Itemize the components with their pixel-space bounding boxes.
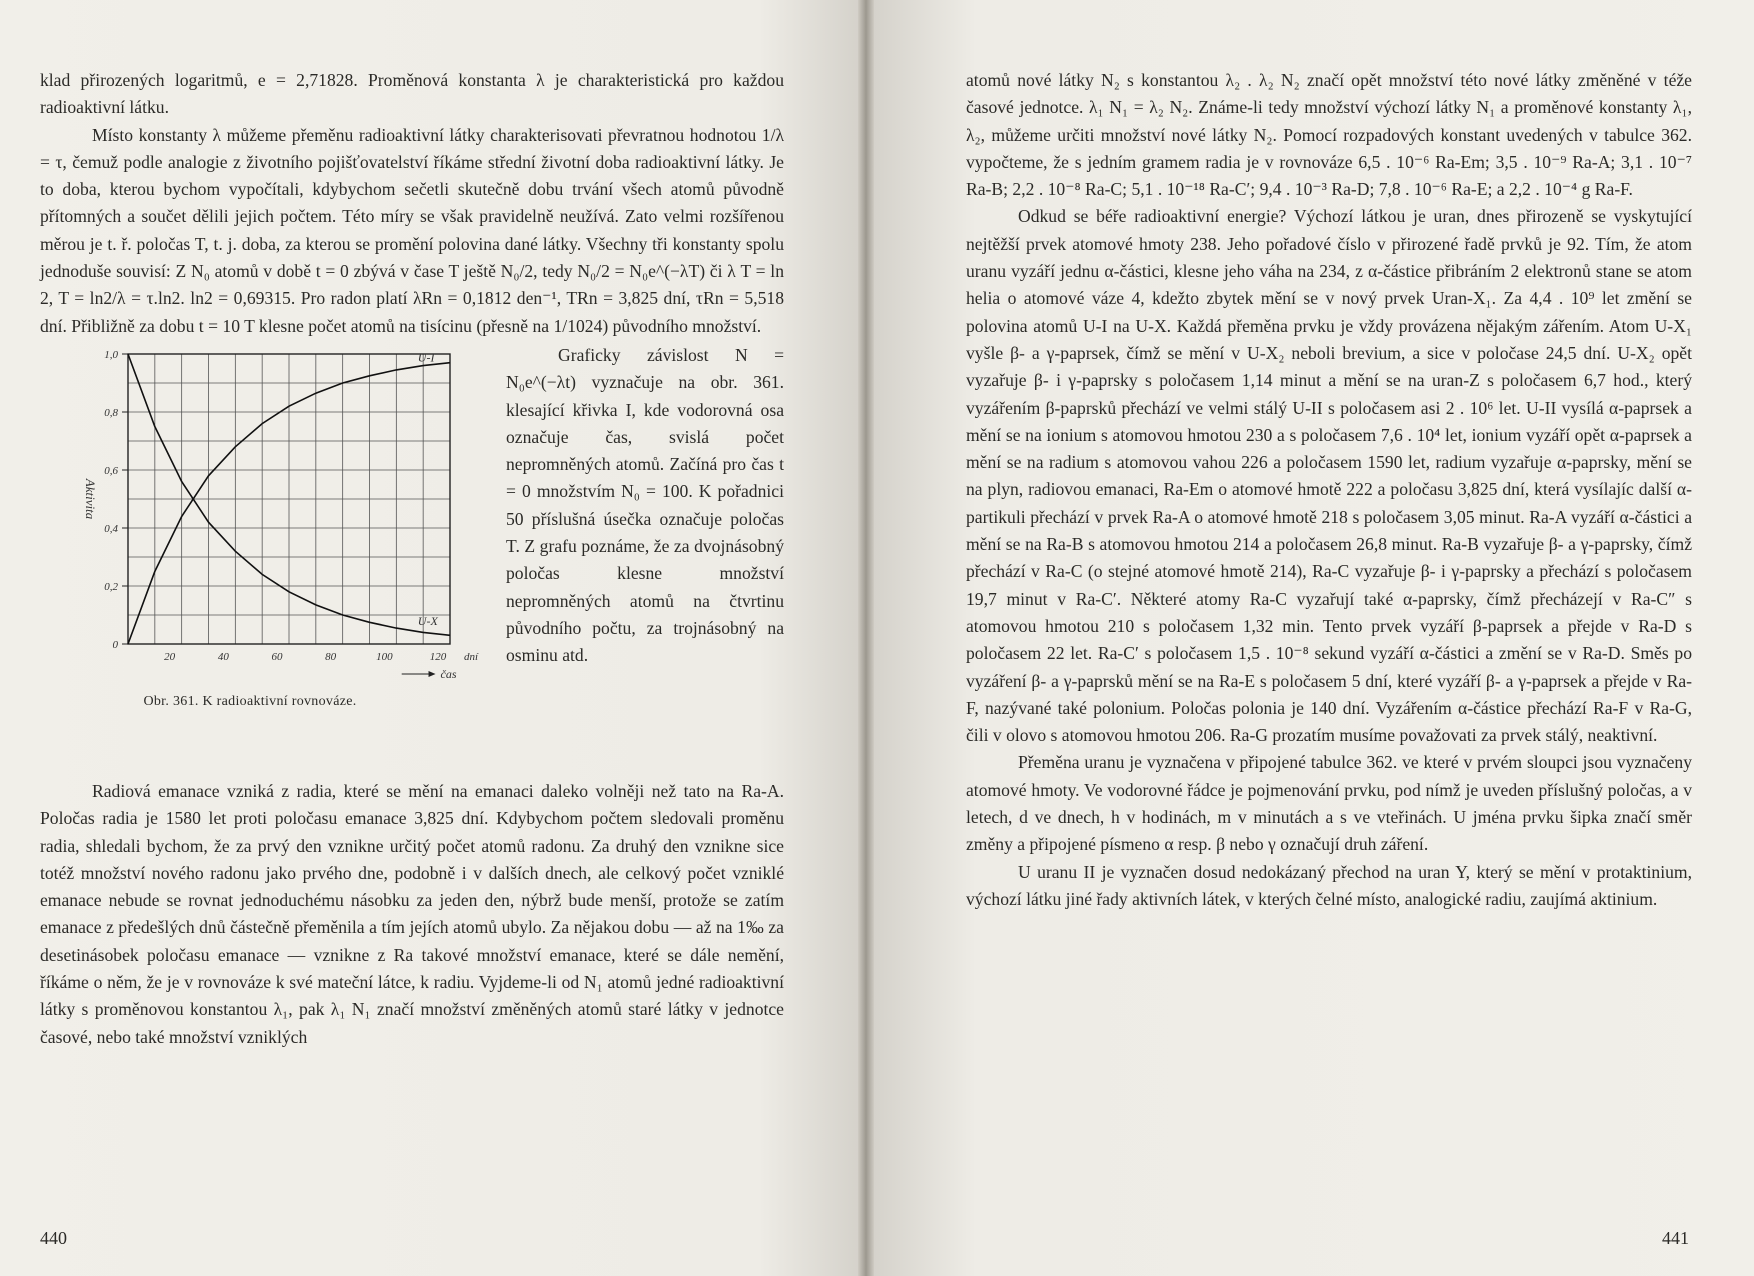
x-axis-label: čas (440, 666, 457, 681)
y-tick-label: 1,0 (104, 348, 118, 361)
paragraph: Radiová emanace vzniká z radia, které se mění na emanaci daleko volněji než tato na Ra-A. Poločas radia je 1580 let proti poločasu emanace 3,825 dní. Kdybychom počtem sledovali proměnu radia, shledali bychom, že za prvý den vznikne určitý počet atomů radonu. Za druhý den vznikne sice totéž množství nového radonu jako prvého dne, podobně i v dalších dnech, ale celkový počet vzniklé emanace nebude se rovnat jednoduchému násobku za jeden den, nýbrž bude menší, protože se zatím emanace z předešlých dnů částečně přeměnila a tím jejích atomů ubylo. Za nějakou dobu — až na 1‰ za desetinásobek poločasu emanace — vznikne z Ra takové množství emanace, které se dále nemění, říkáme o něm, že je v rovnováze k své mateční látce, k radiu. Vyjdeme-li od N₁ atomů jedné radioaktivní látky s proměnovou konstantou λ₁, pak λ₁ N₁ značí množství změněných atomů staré látky v jednotce časové, nebo také množství vzniklých (40, 780, 784, 1047)
y-tick-label: 0,8 (104, 406, 118, 419)
figure-row (40, 342, 784, 778)
left-page-text (40, 67, 784, 1051)
paragraph: Graficky závislost N = N₀e^(−λt) vyznačuje na obr. 361. klesající křivka I, kde vodorovná osa označuje čas, svislá počet nepromněných atomů. Začíná pro čas t = 0 množstvím N₀ = 100. K pořadnici 50 příslušná úsečka označuje poločas T. Z grafu poznáme, že za dvojnásobný poločas klesne množství nepromněných atomů na čtvrtinu původního počtu, za trojnásobný na osminu atd. (506, 344, 784, 666)
y-tick-label: 0,6 (104, 464, 118, 477)
paragraph: klad přirozených logaritmů, e = 2,71828. Proměnová konstanta λ je charakteristická pro každou radioaktivní látku. (40, 70, 784, 118)
y-tick-label: 0 (112, 638, 118, 651)
x-tick-label: 100 (376, 650, 393, 663)
figure-side-text (506, 342, 784, 670)
x-tick-label: 80 (325, 650, 337, 663)
y-tick-label: 0,2 (104, 580, 118, 593)
paragraph: Místo konstanty λ můžeme přeměnu radioaktivní látky charakterisovati převratnou hodnotou 1/λ = τ, čemuž podle analogie z životního pojišťovatelství říkáme střední životní doba radioaktivní látky. Je to doba, kterou bychom vypočítali, kdybychom sečetli skutečně dobu trvání všech atomů původně přítomných a součet dělili jejich počtem. Této míry se však pravidelně neužívá. Zato velmi rozšířenou měrou je t. ř. poločas T, t. j. doba, za kterou se promění polovina dané látky. Všechny tři konstanty spolu jednoduše souvisí: Z N₀ atomů v době t = 0 zbývá v čase T ještě N₀/2, tedy N₀/2 = N₀e^(−λT) či λ T = ln 2, T = ln2/λ = τ.ln2. ln2 = 0,69315. Pro radon platí λRn = 0,1812 den⁻¹, TRn = 3,825 dní, τRn = 5,518 dní. Přibližně za dobu t = 10 T klesne počet atomů na tisícinu (přesně na 1/1024) původního množství. (40, 124, 784, 336)
x-axis-arrowhead (429, 671, 436, 677)
curve-label-ui: U-I (417, 350, 435, 365)
x-unit-label: dní (464, 650, 479, 663)
page-number-left: 440 (40, 1228, 67, 1248)
right-page-text (966, 67, 1692, 913)
figure-361 (40, 342, 502, 778)
book-gutter (858, 0, 874, 1276)
paragraph: atomů nové látky N₂ s konstantou λ₂ . λ₂ N₂ značí opět množství této nové látky změněné v téže časové jednotce. λ₁ N₁ = λ₂ N₂. Známe-li tedy množství výchozí látky N₁ a proměnové konstanty λ₁, λ₂, můžeme určiti množství nové látky N₂. Pomocí rozpadových konstant uvedených v tabulce 362. vypočteme, že s jedním gramem radia je v rovnováze 6,5 . 10⁻⁶ Ra-Em; 3,5 . 10⁻⁹ Ra-A; 3,1 . 10⁻⁷ Ra-B; 2,2 . 10⁻⁸ Ra-C; 5,1 . 10⁻¹⁸ Ra-C′; 9,4 . 10⁻³ Ra-D; 7,8 . 10⁻⁶ Ra-E; a 2,2 . 10⁻⁴ g Ra-F. (966, 70, 1692, 200)
paragraph: U uranu II je vyznačen dosud nedokázaný přechod na uran Y, který se mění v protaktinium, výchozí látku jiné řady aktivních látek, v kterých čelné místo, analogické radiu, zaujímá aktinium. (966, 861, 1692, 909)
paragraph: Přeměna uranu je vyznačena v připojené tabulce 362. ve které v prvém sloupci jsou vyznačeny atomové hmoty. Ve vodorovné řádce je pojmenování prvku, pod nímž je uveden příslušný poločas, a v letech, d ve dnech, h v hodinách, m v minutách a s ve vteřinách. U jména prvku šipka značí směr změny a připojené písmeno α resp. β nebo γ označují druh záření. (966, 752, 1692, 855)
y-axis-label: Aktivita (83, 478, 98, 520)
paragraph: Odkud se béře radioaktivní energie? Výchozí látkou je uran, dnes přirozeně se vyskytující nejtěžší prvek atomové hmoty 238. Jeho pořadové číslo v přirozené řadě prvků je 92. Tím, že atom uranu vyzáří jednu α-částici, klesne jeho váha na 234, z α-částice přibráním 2 elektronů stane se atom helia o atomové váze 4, kdežto zbytek mění se v nový prvek Uran-X₁. Za 4,4 . 10⁹ let změní se polovina atomů U-I na U-X. Každá přeměna prvku je vždy provázena nějakým zářením. Atom U-X₁ vyšle β- a γ-paprsek, čímž se mění v U-X₂ neboli brevium, a sice v poločase 24,5 dní. U-X₂ opět vyzařuje β- i γ-paprsky s poločasem 1,14 minut a mění se na uran-Z s poločasem 6,7 hod., který vyzářením β-paprsků přechází ve velmi stálý U-II s poločasem asi 2 . 10⁶ let. U-II vysílá α-paprsek a mění se na ionium s atomovou hmotou 230 a s poločasem 7,6 . 10⁴ let, ionium vyzáří opět α-paprsek a mění se na radium s atomovou vahou 226 a poločasem 1590 let, radium vyzařuje α-paprsky, mění se na plyn, radiovou emanaci, Ra-Em o atomové hmotě 222 a poločasu 3,825 dní, která vysílajíc další α-partikuli přechází v prvek Ra-A o atomové hmotě 218 s poločasem 3,05 minut. Ra-A vyzáří α-částici a mění se na Ra-B s atomovou hmotou 214 a poločasem 26,8 minut. Ra-B vyzařuje β- a γ-paprsky, čímž přechází v Ra-C (o stejné atomové hmotě 214), Ra-C vyzařuje β- i γ-paprsky a přechází s poločasem 19,7 minut v Ra-C′. Některé atomy Ra-C vyzařují také α-paprsky, čímž přecházejí v Ra-C″ s atomovou hmotou 210 s poločasem 1,32 min. Tento prvek vyzáří β-paprsek a přejde v Ra-D s poločasem 22 let. Ra-C′ s poločasem 1,5 . 10⁻⁸ sekund vyzáří α-částici a změní se v Ra-D. Směs po vyzáření β- a γ-paprsků mění se na Ra-E s poločasem 5 dní, které vyzáří β- a γ-paprsek a přejde v Ra-F, nazývané také polonium. Poločas polonia je 140 dní. Vyzářením α-částice přechází Ra-F v Ra-G, čili v olovo s atomovou hmotou 206. Ra-G prozatím musíme považovati za prvek stálý, neaktivní. (966, 206, 1692, 746)
activity-chart (40, 342, 502, 682)
x-tick-label: 40 (217, 650, 229, 663)
figure-caption: Obr. 361. K radioaktivní rovnováze. (143, 693, 357, 709)
x-tick-label: 60 (271, 650, 283, 663)
curve-label-ux: U-X (417, 614, 438, 629)
x-tick-label: 20 (164, 650, 176, 663)
x-tick-label: 120 (429, 650, 447, 663)
page-number-right: 441 (1662, 1228, 1689, 1248)
y-tick-label: 0,4 (104, 522, 118, 535)
